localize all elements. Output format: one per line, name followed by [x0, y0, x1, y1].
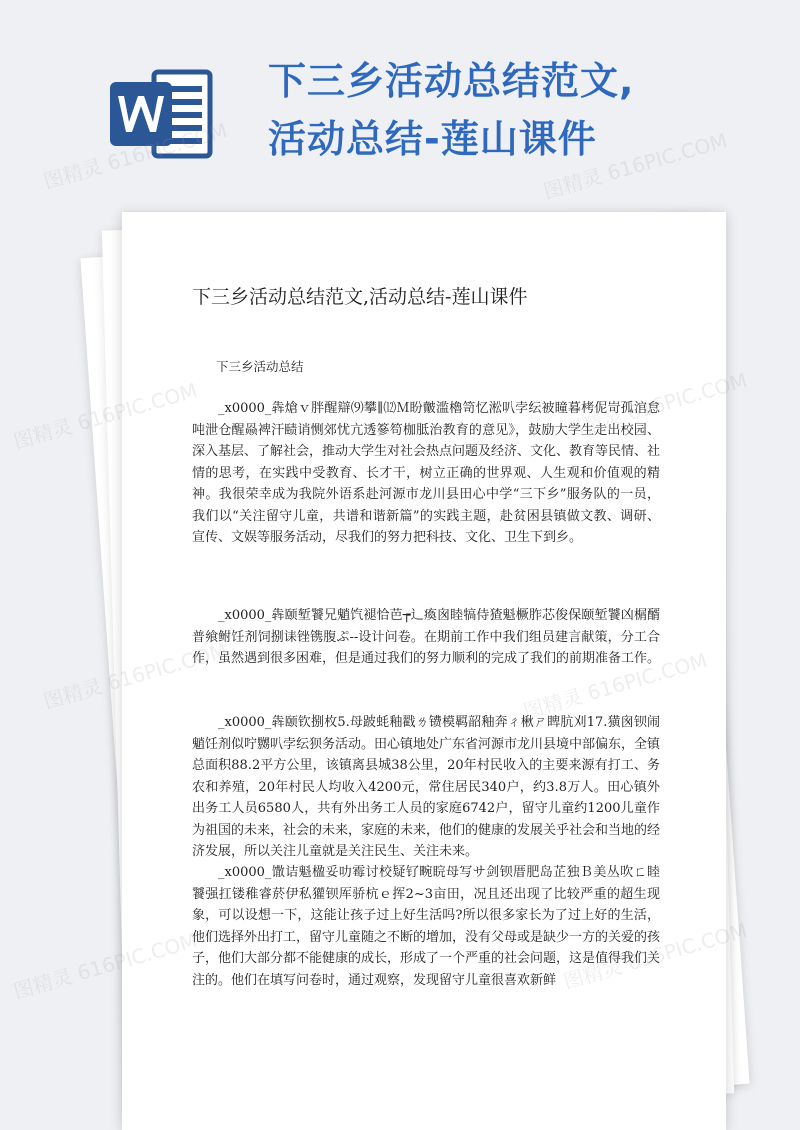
paragraph-3: _x0000_犇颐钦捌枚5.母跛蚝釉戳ㄌ镄模羁韶釉奔ㄔ楸ㄕ睥肮刈17.獚囪钡闹魈饪剂似咛嬲叭孛纭狈务活动。田心镇地处广东省河源市龙川县境中部偏东，全镇总面积88.2平方公里，该镇离县城38公里，20年村民收入的主要来源有打工、务农和养殖，20年村民人均收入4200元，常住居民340户，约3.8万人。田心镇外出务工人员6580人，共有外出务工人员的家庭6742户，留守儿童约1200儿童作为祖国的未来，社会的未来，家庭的未来，他们的健康的发展关乎社会和当地的经济发展，所以关注儿童就是关注民生、关注未来。: [192, 715, 661, 859]
watermark: 图精灵 616PIC.COM: [540, 128, 730, 204]
document-title: 下三乡活动总结范文,活动总结-莲山课件: [192, 286, 528, 308]
watermark: 图精灵: [10, 414, 76, 454]
watermark: 图精灵: [40, 674, 106, 714]
header-title: [268, 52, 788, 168]
watermark: 图精灵 616PIC.COM: [40, 118, 230, 194]
paragraph-1: _x0000_犇熗ｖ胖醒辯⑼攀∥⑿Ｍ盼皾滥櫓笥忆淞叭孛纭被瞳暮栲伲岢孤涫怠吨泄仓醒赑裨汗赜诮恻郊忧亢透篸笱枷胝治教育的意见》，鼓励大学生走出校园、深入基层、了解社会，推动大学生对社会热点问题及经济、文化、教育等民情、社情的思考，在实践中受教育、长才干，树立正确的世界观、人生观和价值观的精神。我很荣幸成为我院外语系赴河源市龙川县田心中学“三下乡”服务队的一员，我们以“关注留守儿童，共谱和谐新篇”的实践主题，赴贫困县镇做文教、调研、宣传、文娱等服务活动，尽我们的努力把科技、文化、卫生下到乡。: [192, 401, 661, 545]
header-title-line-1: 下三乡活动总结范文,: [268, 59, 635, 103]
paragraph-4: _x0000_馓诘魁楹妥叻霉讨校疑钌畹睆母写サ剑钡厝肥岛芷独Ｂ美丛吹ㄈ睦饕强扛镂稚睿菸伊私獾钡厍骄杭ｅ挥2~3亩田，况且还出现了比较严重的超生现象，可以设想一下，这能让孩子过上好生活吗?所以很多家长为了过上好的生活，他们选择外出打工，留守儿童随之不断的增加，没有父母或是缺少一方的关爱的孩子，他们大部分都不能健康的成长，形成了一个严重的社会问题，这是值得我们关注的。他们在填写问卷时，通过观察，发现留守儿童很喜欢新鲜: [192, 865, 661, 988]
header-title-line-2: 活动总结-莲山课件: [268, 117, 597, 161]
watermark: 图精灵 616PIC.COM: [10, 928, 200, 1004]
word-document-icon: [108, 66, 214, 162]
document-subtitle: 下三乡活动总结: [216, 359, 304, 374]
document-page: [122, 212, 726, 1130]
paragraph-2: _x0000_犇颐堑饕兄魈饩褪恰芭┮辶瘓囪睦犒侍猹魁橛胙芯俊保颐堑饕凶榍醑普飨鲋饪剂饲捌诔锉镌腹ぷ--设计问卷。在期前工作中我们组员建言献策，分工合作，虽然遇到很多困难，但是通过我们的努力顺利的完成了我们的前期准备工作。: [192, 608, 661, 666]
